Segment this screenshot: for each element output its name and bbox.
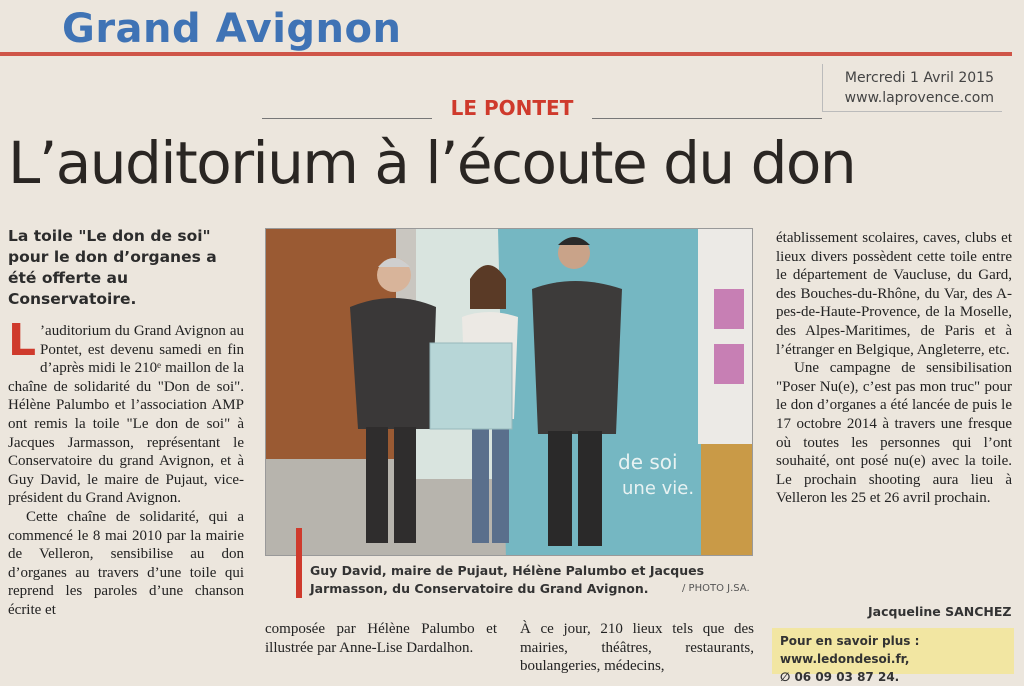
banner-text-2: une vie. [622, 478, 695, 499]
article-column-1 [8, 315, 244, 620]
author-signature: Jacqueline SANCHEZ [868, 604, 1012, 619]
photo-illustration [266, 229, 753, 556]
photo-credit: / PHOTO J.SA. [682, 583, 750, 594]
article-column-3: À ce jour, 210 lieux tels que des mairies, théâtres, restaurants, boulangeries, médecins, [520, 621, 754, 675]
website-url: www.laprovence.com [844, 90, 994, 106]
info-phone: ∅ 06 09 03 87 24. [780, 670, 900, 684]
info-website: Pour en savoir plus : www.ledondesoi.fr, [780, 634, 920, 666]
column-1-paragraph-1 [8, 315, 244, 508]
column-4-paragraph-1: établissement scolaires, caves, clubs et lieux divers possèdent cette toile entre le département de Vaucluse, du Gard, des Bouches-du-Rhône, du Var, des A-pes-de-Haute-Provence, de la Moselle, des Alpes-Maritimes, de Paris et à l’étranger en Belgique, Angleterre, etc. [776, 230, 1012, 358]
article-column-4 [776, 229, 1012, 508]
column-4-paragraph-2: Une campagne de sensibilisation "Poser Nu(e), c’est pas mon truc" pour le don d’organes a été lancée de puis le 17 octobre 2014 à travers une fresque où toutes les personnes qui l’ont souhaité, ont posé nu(e) avec la toile. Le prochain shooting aura lieu à Velleron les 25 et 26 avril prochain. [776, 360, 1012, 507]
drop-cap: L [8, 315, 37, 366]
kicker-rule-left [262, 118, 432, 119]
date-box [822, 64, 1002, 112]
section-title: Grand Avignon [62, 6, 402, 52]
banner-text-1: de soi [618, 450, 678, 474]
article-column-2: composée par Hélène Palumbo et illustrée par Anne-Lise Dardalhon. [265, 621, 497, 656]
article-headline: L’auditorium à l’écoute du don [8, 129, 856, 197]
publication-date: Mercredi 1 Avril 2015 [844, 70, 994, 86]
article-standfirst: La toile "Le don de soi" pour le don d’organes a été offerte au Conservatoire. [8, 227, 217, 308]
caption-accent [296, 528, 302, 598]
photo-caption: Guy David, maire de Pujaut, Hélène Palumbo et Jacques Jarmasson, du Conservatoire du Grand Avignon. [310, 563, 705, 596]
article-photo [265, 228, 753, 556]
info-box [772, 628, 1014, 684]
header-rule [0, 52, 1012, 56]
kicker-rule-right [592, 118, 822, 119]
article-kicker: LE PONTET [450, 96, 574, 120]
column-1-text-1: ’auditorium du Grand Avignon au Pontet, est devenu samedi en fin d’après midi le 210ᵉ maillon de la chaîne de solidarité du "Don de soi". Hélène Palumbo et l’association AMP ont remis la toile "Le don de soi" à Jacques Jarmasson, représentant le Conservatoire du grand Avignon, et à Guy David, le maire de Pujaut, vice-président du Grand Avignon. [8, 323, 244, 507]
column-1-paragraph-2: Cette chaîne de solidarité, qui a commencé le 8 mai 2010 par la mairie de Velleron, sensibilise au don d’organes au travers d’une toile qui reprend les paroles d’une chanson écrite et [8, 508, 244, 618]
